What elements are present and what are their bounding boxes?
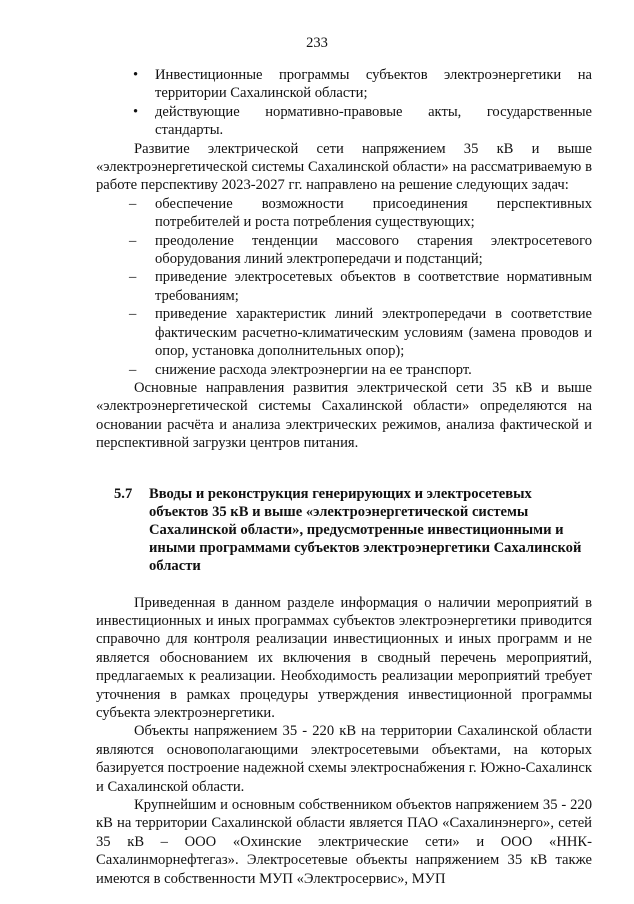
dash-marker: – [129, 361, 137, 378]
paragraph-development-goals: Развитие электрической сети напряжением 35 кВ и выше «электроэнергетической системы Сахалинской области» на рассматриваемую в работе перспективу 2023-2027 гг. направлено на решение следующих задач: [96, 140, 592, 194]
section-title: Вводы и реконструкция генерирующих и электросетевых объектов 35 кВ и выше «электроэнергетической системы Сахалинской области», предусмотренные инвестиционными и иными программами субъектов электроэнергетики Сахалинской области [149, 485, 582, 575]
section-heading [96, 485, 592, 576]
list-item [96, 232, 592, 269]
list-item-text: приведение электросетевых объектов в соответствие нормативным требованиям; [155, 269, 592, 304]
section-number: 5.7 [114, 485, 133, 502]
list-item [96, 361, 592, 379]
dash-marker: – [129, 306, 137, 323]
list-item [96, 268, 592, 305]
tasks-list [96, 195, 592, 379]
dash-marker: – [129, 232, 137, 249]
source-list [96, 66, 592, 140]
list-item-text: Инвестиционные программы субъектов электроэнергетики на территории Сахалинской области; [155, 67, 592, 102]
list-item-text: обеспечение возможности присоединения перспективных потребителей и роста потребления существующих; [155, 195, 592, 231]
paragraph-objects: Объекты напряжением 35 - 220 кВ на территории Сахалинской области являются основополагающими электросетевыми объектами, на которых базируется построение надежной схемы электроснабжения г. Южно-Сахалинск и Сахалинской области. [96, 723, 592, 795]
paragraph-reference-info: Приведенная в данном разделе информация о наличии мероприятий в инвестиционных и иных программах субъектов электроэнергетики приводится справочно для контроля реализации инвестиционных и иных программ и не является обоснованием их включения в сводный перечень мероприятий, предлагаемых к реализации. Необходимость реализации мероприятий требует уточнения в рамках процедуры утверждения инвестиционной программы субъекта электроэнергетики. [96, 594, 592, 721]
list-item-text: снижение расхода электроэнергии на ее транспорт. [155, 361, 472, 378]
list-item [96, 66, 592, 103]
paragraph-main-directions: Основные направления развития электрической сети 35 кВ и выше «электроэнергетической системы Сахалинской области» определяются на основании расчёта и анализа электрических режимов, анализа фактической и перспективной загрузки центров питания. [96, 379, 592, 452]
dash-marker: – [129, 195, 137, 212]
document-body [96, 66, 592, 888]
list-item [96, 305, 592, 360]
paragraph-owners: Крупнейшим и основным собственником объектов напряжением 35 - 220 кВ на территории Сахалинской области является ПАО «Сахалинэнерго», сетей 35 кВ – ООО «Охинские электрические сети» и ООО «ННК-Сахалинморнефтегаз». Электросетевые объекты напряжением 35 кВ также имеются в собственности МУП «Электросервис», МУП [96, 797, 592, 887]
list-item-text: действующие нормативно-правовые акты, государственные стандарты. [155, 103, 592, 139]
bullet-marker: • [133, 103, 139, 120]
bullet-marker: • [133, 67, 139, 83]
list-item-text: приведение характеристик линий электропередачи в соответствие фактическим расчетно-климатическим условиям (замена проводов и опор, установка дополнительных опор); [155, 306, 592, 360]
page-number: 233 [306, 35, 328, 51]
list-item [96, 195, 592, 232]
list-item-text: преодоление тенденции массового старения электросетевого оборудования линий электропередачи и подстанций; [155, 232, 592, 268]
dash-marker: – [129, 269, 137, 286]
list-item [96, 103, 592, 140]
